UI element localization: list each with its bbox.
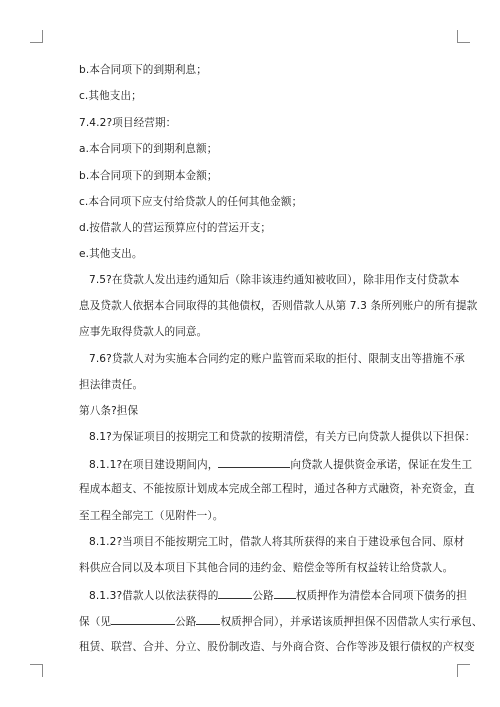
article-8-heading: 第八条?担保 xyxy=(79,405,139,417)
clause-8-1-1-text-b: 向贷款人提供资金承诺，保证在发生工 xyxy=(290,459,473,471)
clause-8-1-3-see-label: 保（见 xyxy=(79,616,112,628)
clause-8-1-2-line-1: 8.1.2?当项目不能按期完工时，借款人将其所获得的来自于建设承包合同、原材 xyxy=(89,536,465,548)
clause-7-4-2-heading: 7.4.2?项目经营期： xyxy=(79,117,177,129)
crop-mark-bottom-right xyxy=(457,664,470,677)
clause-7-6-line-2: 担法律责任。 xyxy=(79,379,144,391)
clause-8-1-1-line-2: 程成本超支、不能按原计划成本完成全部工程时，通过各种方式融资，补充资金，直 xyxy=(79,483,475,495)
clause-8-1-3-road-label-2: 公路 xyxy=(175,616,197,628)
blank-right-type-field xyxy=(274,587,296,599)
clause-8-1-2-line-2: 料供应合同以及本项目下其他合同的违约金、赔偿金等所有权益转让给贷款人。 xyxy=(79,562,454,574)
blank-guarantor-field xyxy=(218,456,290,468)
clause-8-1-3-text-c: 权质押合同），并承诺该质押担保不因借款人实行承包、 xyxy=(220,616,483,628)
clause-8-1-3-line-2 xyxy=(79,613,483,629)
clause-8-1-3-text-b: 权质押作为清偿本合同项下债务的担 xyxy=(295,590,467,602)
clause-8-1-3-line-3: 租赁、联营、合并、分立、股份制改造、与外商合资、合作等涉及银行债权的产权变 xyxy=(79,641,475,653)
list-item-c-other-amounts: c.本合同项下应支付给贷款人的任何其他金额； xyxy=(79,196,303,208)
clause-8-1-3-line-1 xyxy=(89,587,467,603)
clause-7-5-line-2: 息及贷款人依据本合同取得的其他债权，否则借款人从第 7.3 条所列账户的所有提款 xyxy=(79,300,478,312)
clause-8-1-3-text-a: 8.1.3?借款人以依法获得的 xyxy=(89,590,219,602)
blank-road-name-field xyxy=(218,587,252,599)
list-item-b-principal: b.本合同项下的到期本金额； xyxy=(79,170,218,182)
blank-contract-right-field xyxy=(196,613,220,625)
crop-mark-top-left xyxy=(30,30,43,43)
clause-8-1-1-text-a: 8.1.1?在项目建设期间内， xyxy=(89,459,219,471)
clause-7-5-line-1: 7.5?在贷款人发出违约通知后（除非该违约通知被收回），除非用作支付贷款本 xyxy=(89,274,460,286)
clause-8-1-3-road-label: 公路 xyxy=(252,590,274,602)
list-item-c-other: c.其他支出； xyxy=(79,90,142,102)
list-item-a-interest-amount: a.本合同项下的到期利息额； xyxy=(79,143,218,155)
crop-mark-bottom-left xyxy=(30,664,43,677)
clause-8-1-1-line-3: 至工程全部完工（见附件一）。 xyxy=(79,510,224,522)
clause-8-1: 8.1?为保证项目的按期完工和贷款的按期清偿，有关方已向贷款人提供以下担保： xyxy=(89,431,476,443)
crop-mark-top-right xyxy=(457,30,470,43)
clause-7-5-line-3: 应事先取得贷款人的同意。 xyxy=(79,326,208,338)
list-item-b-interest: b.本合同项下的到期利息； xyxy=(79,64,207,76)
blank-contract-road-field xyxy=(111,613,175,625)
list-item-e-other: e.其他支出。 xyxy=(79,248,143,260)
list-item-d-operating-expenses: d.按借款人的营运预算应付的营运开支； xyxy=(79,222,272,234)
clause-7-6-line-1: 7.6?贷款人对为实施本合同约定的账户监管而采取的拒付、限制支出等措施不承 xyxy=(89,353,465,365)
clause-8-1-1-line-1 xyxy=(89,456,472,472)
